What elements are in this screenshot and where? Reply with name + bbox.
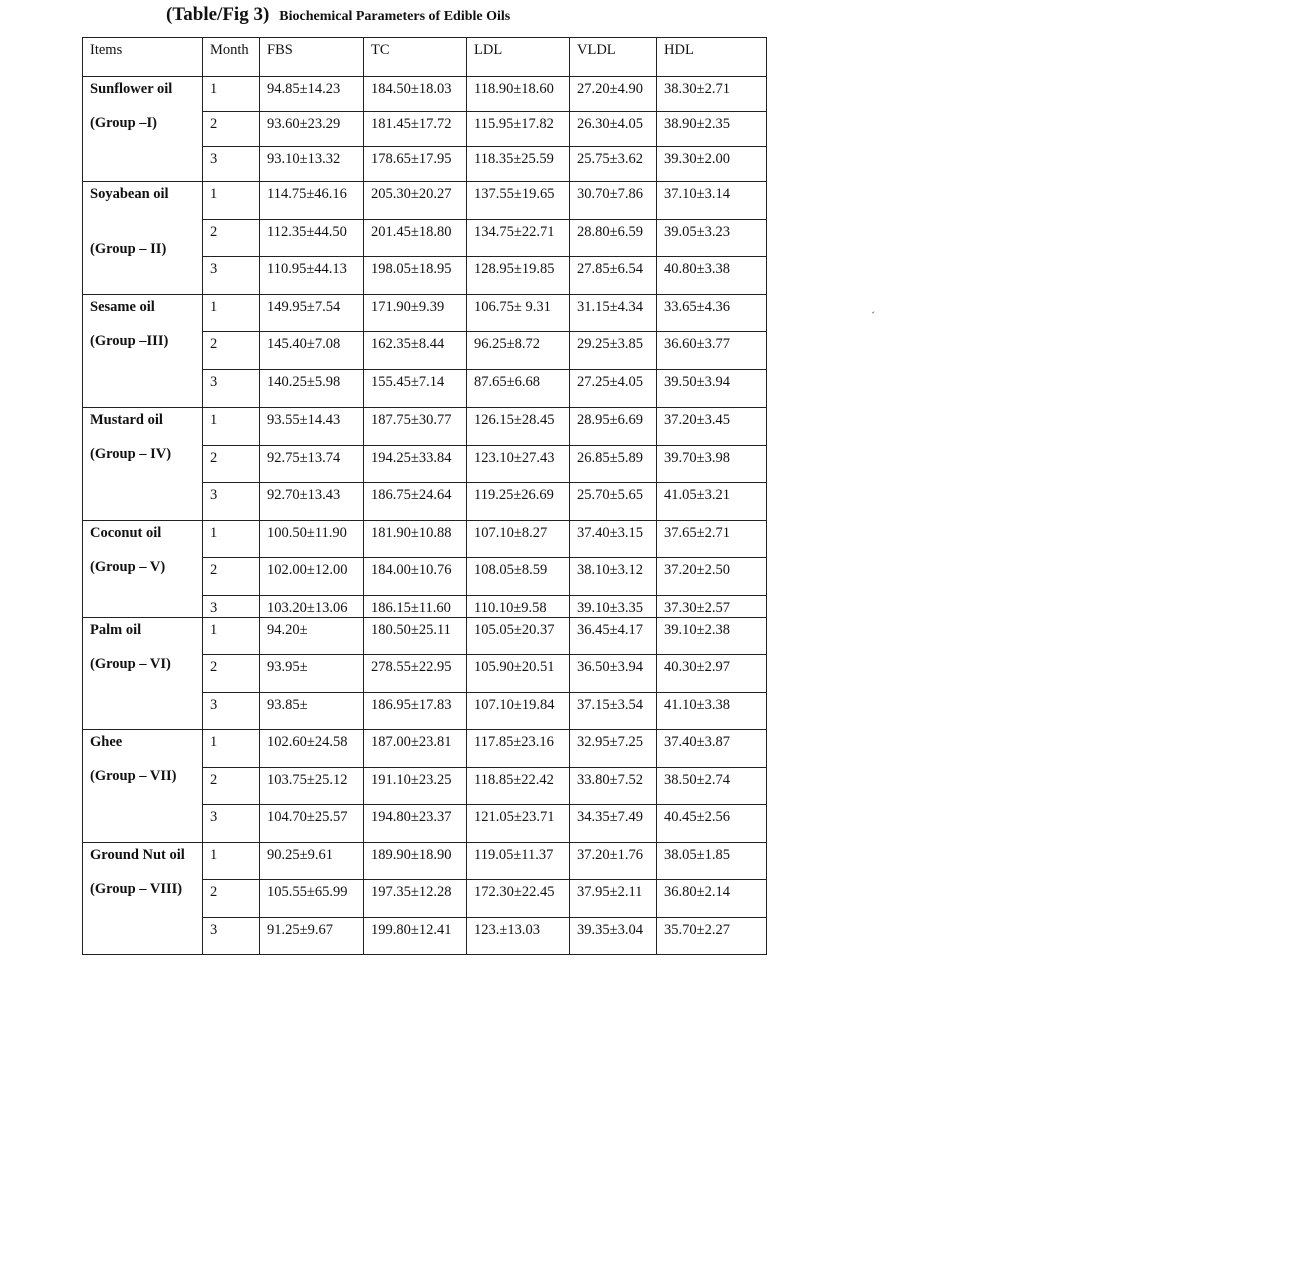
header-cell: FBS [260, 38, 364, 77]
tc-cell: 198.05±18.95 [364, 257, 467, 295]
vldl-cell: 33.80±7.52 [570, 768, 657, 805]
ldl-cell: 123.10±27.43 [467, 446, 570, 483]
vldl-cell: 28.95±6.69 [570, 408, 657, 446]
fbs-cell: 112.35±44.50 [260, 220, 364, 257]
table-body [83, 38, 767, 955]
vldl-cell: 27.20±4.90 [570, 77, 657, 112]
month-cell: 2 [203, 332, 260, 370]
fbs-cell: 94.20± [260, 618, 364, 655]
ldl-cell: 105.05±20.37 [467, 618, 570, 655]
fbs-cell: 91.25±9.67 [260, 918, 364, 955]
tc-cell: 186.95±17.83 [364, 693, 467, 730]
month-cell: 1 [203, 843, 260, 880]
header-cell: Month [203, 38, 260, 77]
fbs-cell: 105.55±65.99 [260, 880, 364, 918]
vldl-cell: 39.10±3.35 [570, 596, 657, 618]
hdl-cell: 38.50±2.74 [657, 768, 767, 805]
month-cell: 1 [203, 408, 260, 446]
tc-cell: 181.45±17.72 [364, 112, 467, 147]
vldl-cell: 27.85±6.54 [570, 257, 657, 295]
table-row [83, 182, 767, 220]
hdl-cell: 37.20±3.45 [657, 408, 767, 446]
hdl-cell: 38.90±2.35 [657, 112, 767, 147]
ldl-cell: 117.85±23.16 [467, 730, 570, 768]
fbs-cell: 100.50±11.90 [260, 521, 364, 558]
ldl-cell: 119.05±11.37 [467, 843, 570, 880]
oil-name: Sesame oil [90, 299, 155, 315]
vldl-cell: 25.75±3.62 [570, 147, 657, 182]
hdl-cell: 38.30±2.71 [657, 77, 767, 112]
month-cell: 2 [203, 220, 260, 257]
header-cell: HDL [657, 38, 767, 77]
fbs-cell: 104.70±25.57 [260, 805, 364, 843]
tc-cell: 171.90±9.39 [364, 295, 467, 332]
group-cell [83, 843, 203, 955]
tc-cell: 181.90±10.88 [364, 521, 467, 558]
header-cell: TC [364, 38, 467, 77]
month-cell: 3 [203, 596, 260, 618]
hdl-cell: 37.20±2.50 [657, 558, 767, 596]
tc-cell: 191.10±23.25 [364, 768, 467, 805]
ldl-cell: 118.90±18.60 [467, 77, 570, 112]
tc-cell: 184.50±18.03 [364, 77, 467, 112]
biochemical-parameters-table [82, 37, 767, 955]
group-cell [83, 295, 203, 408]
tc-cell: 186.75±24.64 [364, 483, 467, 521]
tc-cell: 187.00±23.81 [364, 730, 467, 768]
fbs-cell: 149.95±7.54 [260, 295, 364, 332]
tc-cell: 194.80±23.37 [364, 805, 467, 843]
ldl-cell: 118.85±22.42 [467, 768, 570, 805]
hdl-cell: 40.45±2.56 [657, 805, 767, 843]
vldl-cell: 37.95±2.11 [570, 880, 657, 918]
ldl-cell: 106.75± 9.31 [467, 295, 570, 332]
fbs-cell: 93.60±23.29 [260, 112, 364, 147]
month-cell: 1 [203, 521, 260, 558]
ldl-cell: 96.25±8.72 [467, 332, 570, 370]
vldl-cell: 37.15±3.54 [570, 693, 657, 730]
ldl-cell: 108.05±8.59 [467, 558, 570, 596]
vldl-cell: 34.35±7.49 [570, 805, 657, 843]
oil-name: Mustard oil [90, 412, 163, 428]
tc-cell: 155.45±7.14 [364, 370, 467, 408]
tc-cell: 187.75±30.77 [364, 408, 467, 446]
vldl-cell: 36.50±3.94 [570, 655, 657, 693]
ldl-cell: 121.05±23.71 [467, 805, 570, 843]
table-row [83, 730, 767, 768]
hdl-cell: 40.80±3.38 [657, 257, 767, 295]
month-cell: 3 [203, 805, 260, 843]
ldl-cell: 107.10±8.27 [467, 521, 570, 558]
hdl-cell: 37.65±2.71 [657, 521, 767, 558]
group-label: (Group –III) [90, 333, 169, 349]
group-cell [83, 77, 203, 182]
oil-name: Palm oil [90, 622, 142, 638]
fbs-cell: 92.75±13.74 [260, 446, 364, 483]
fbs-cell: 114.75±46.16 [260, 182, 364, 220]
vldl-cell: 30.70±7.86 [570, 182, 657, 220]
fbs-cell: 93.95± [260, 655, 364, 693]
table-row [83, 408, 767, 446]
vldl-cell: 25.70±5.65 [570, 483, 657, 521]
ldl-cell: 105.90±20.51 [467, 655, 570, 693]
ldl-cell: 119.25±26.69 [467, 483, 570, 521]
group-cell [83, 408, 203, 521]
tc-cell: 278.55±22.95 [364, 655, 467, 693]
header-cell: Items [83, 38, 203, 77]
group-cell [83, 618, 203, 730]
ldl-cell: 115.95±17.82 [467, 112, 570, 147]
month-cell: 2 [203, 558, 260, 596]
tc-cell: 180.50±25.11 [364, 618, 467, 655]
month-cell: 2 [203, 768, 260, 805]
ldl-cell: 107.10±19.84 [467, 693, 570, 730]
group-label: (Group – V) [90, 559, 166, 575]
hdl-cell: 36.60±3.77 [657, 332, 767, 370]
group-label: (Group – II) [90, 241, 167, 257]
table-title-sub: Biochemical Parameters of Edible Oils [279, 9, 511, 24]
ldl-cell: 126.15±28.45 [467, 408, 570, 446]
month-cell: 2 [203, 112, 260, 147]
fbs-cell: 103.20±13.06 [260, 596, 364, 618]
header-cell: VLDL [570, 38, 657, 77]
fbs-cell: 93.85± [260, 693, 364, 730]
table-row [83, 521, 767, 558]
vldl-cell: 37.40±3.15 [570, 521, 657, 558]
hdl-cell: 37.10±3.14 [657, 182, 767, 220]
group-cell [83, 521, 203, 618]
table-row [83, 843, 767, 880]
month-cell: 2 [203, 880, 260, 918]
hdl-cell: 39.30±2.00 [657, 147, 767, 182]
vldl-cell: 26.85±5.89 [570, 446, 657, 483]
oil-name: Ground Nut oil [90, 847, 185, 863]
vldl-cell: 27.25±4.05 [570, 370, 657, 408]
month-cell: 3 [203, 147, 260, 182]
month-cell: 2 [203, 655, 260, 693]
ldl-cell: 172.30±22.45 [467, 880, 570, 918]
hdl-cell: 39.05±3.23 [657, 220, 767, 257]
tc-cell: 201.45±18.80 [364, 220, 467, 257]
month-cell: 1 [203, 730, 260, 768]
fbs-cell: 93.55±14.43 [260, 408, 364, 446]
vldl-cell: 36.45±4.17 [570, 618, 657, 655]
tc-cell: 197.35±12.28 [364, 880, 467, 918]
tc-cell: 189.90±18.90 [364, 843, 467, 880]
hdl-cell: 39.70±3.98 [657, 446, 767, 483]
vldl-cell: 37.20±1.76 [570, 843, 657, 880]
month-cell: 1 [203, 618, 260, 655]
hdl-cell: 37.30±2.57 [657, 596, 767, 618]
oil-name: Coconut oil [90, 525, 162, 541]
fbs-cell: 102.00±12.00 [260, 558, 364, 596]
month-cell: 1 [203, 77, 260, 112]
hdl-cell: 40.30±2.97 [657, 655, 767, 693]
oil-name: Sunflower oil [90, 81, 173, 97]
hdl-cell: 35.70±2.27 [657, 918, 767, 955]
month-cell: 3 [203, 483, 260, 521]
oil-name: Ghee [90, 734, 123, 750]
group-cell [83, 730, 203, 843]
fbs-cell: 102.60±24.58 [260, 730, 364, 768]
header-row [83, 38, 767, 77]
ldl-cell: 123.±13.03 [467, 918, 570, 955]
group-label: (Group – VII) [90, 768, 177, 784]
header-cell: LDL [467, 38, 570, 77]
tc-cell: 178.65±17.95 [364, 147, 467, 182]
tc-cell: 205.30±20.27 [364, 182, 467, 220]
ldl-cell: 118.35±25.59 [467, 147, 570, 182]
tc-cell: 162.35±8.44 [364, 332, 467, 370]
fbs-cell: 145.40±7.08 [260, 332, 364, 370]
group-label: (Group – VIII) [90, 881, 183, 897]
fbs-cell: 140.25±5.98 [260, 370, 364, 408]
table-title-main: (Table/Fig 3) [166, 4, 270, 25]
table-title [166, 4, 510, 26]
group-label: (Group –I) [90, 115, 158, 131]
table-row [83, 77, 767, 112]
table-row [83, 618, 767, 655]
month-cell: 3 [203, 370, 260, 408]
month-cell: 1 [203, 295, 260, 332]
vldl-cell: 28.80±6.59 [570, 220, 657, 257]
month-cell: 3 [203, 918, 260, 955]
vldl-cell: 31.15±4.34 [570, 295, 657, 332]
month-cell: 3 [203, 257, 260, 295]
group-cell [83, 182, 203, 295]
fbs-cell: 90.25±9.61 [260, 843, 364, 880]
tc-cell: 194.25±33.84 [364, 446, 467, 483]
hdl-cell: 33.65±4.36 [657, 295, 767, 332]
ldl-cell: 87.65±6.68 [467, 370, 570, 408]
tc-cell: 199.80±12.41 [364, 918, 467, 955]
hdl-cell: 37.40±3.87 [657, 730, 767, 768]
hdl-cell: 39.50±3.94 [657, 370, 767, 408]
fbs-cell: 103.75±25.12 [260, 768, 364, 805]
ldl-cell: 134.75±22.71 [467, 220, 570, 257]
fbs-cell: 93.10±13.32 [260, 147, 364, 182]
oil-name: Soyabean oil [90, 186, 169, 202]
hdl-cell: 39.10±2.38 [657, 618, 767, 655]
hdl-cell: 38.05±1.85 [657, 843, 767, 880]
vldl-cell: 26.30±4.05 [570, 112, 657, 147]
ldl-cell: 128.95±19.85 [467, 257, 570, 295]
vldl-cell: 38.10±3.12 [570, 558, 657, 596]
tc-cell: 186.15±11.60 [364, 596, 467, 618]
hdl-cell: 41.05±3.21 [657, 483, 767, 521]
vldl-cell: 29.25±3.85 [570, 332, 657, 370]
stray-mark: ´ [871, 309, 875, 323]
ldl-cell: 137.55±19.65 [467, 182, 570, 220]
vldl-cell: 32.95±7.25 [570, 730, 657, 768]
vldl-cell: 39.35±3.04 [570, 918, 657, 955]
fbs-cell: 110.95±44.13 [260, 257, 364, 295]
hdl-cell: 36.80±2.14 [657, 880, 767, 918]
month-cell: 2 [203, 446, 260, 483]
fbs-cell: 94.85±14.23 [260, 77, 364, 112]
month-cell: 3 [203, 693, 260, 730]
tc-cell: 184.00±10.76 [364, 558, 467, 596]
group-label: (Group – IV) [90, 446, 172, 462]
fbs-cell: 92.70±13.43 [260, 483, 364, 521]
hdl-cell: 41.10±3.38 [657, 693, 767, 730]
group-label: (Group – VI) [90, 656, 171, 672]
ldl-cell: 110.10±9.58 [467, 596, 570, 618]
table-row [83, 295, 767, 332]
month-cell: 1 [203, 182, 260, 220]
